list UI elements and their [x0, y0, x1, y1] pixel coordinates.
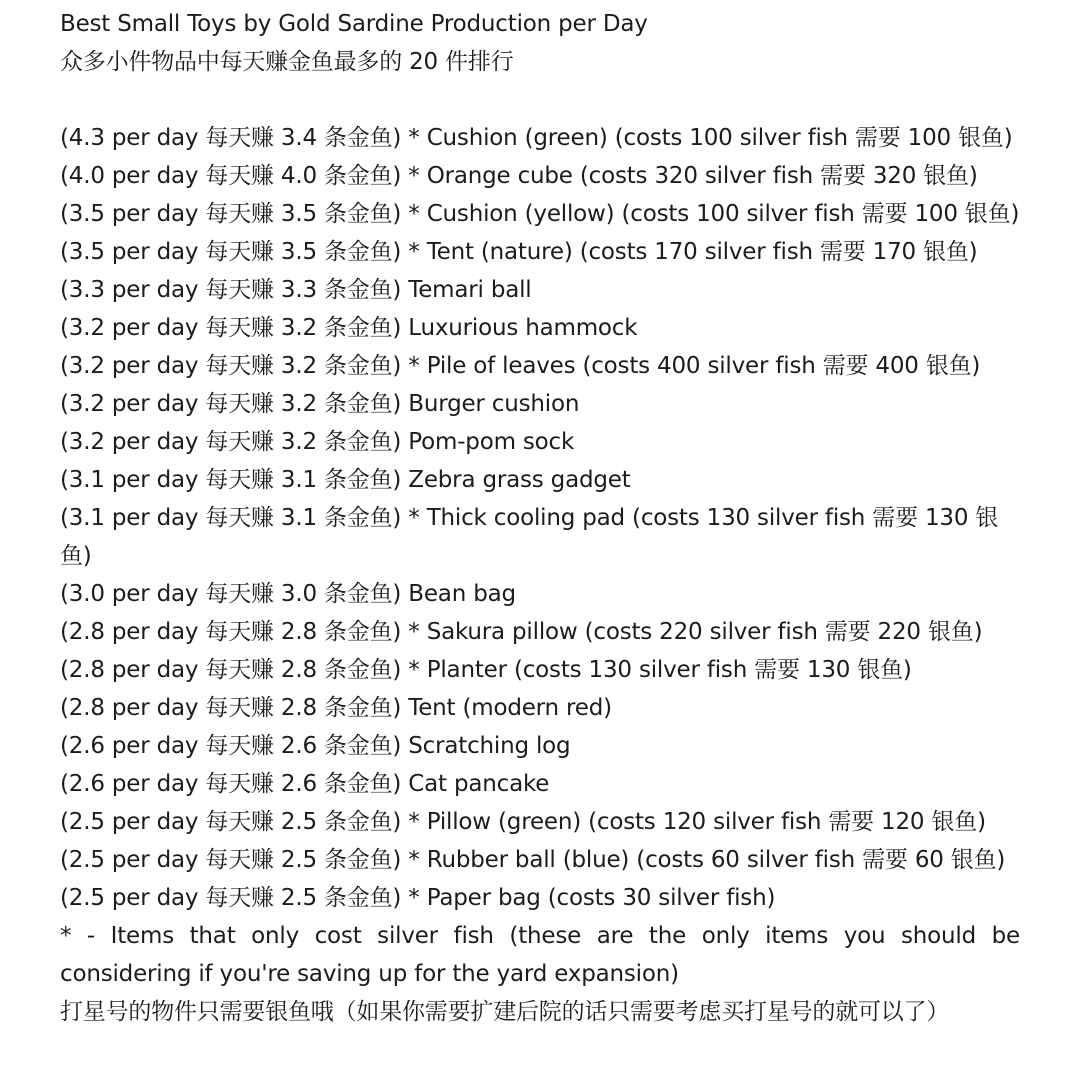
- list-item: (3.2 per day 每天赚 3.2 条金鱼) Pom-pom sock: [60, 429, 575, 455]
- list-item: (2.8 per day 每天赚 2.8 条金鱼) Tent (modern red): [60, 695, 612, 721]
- list-item: (2.6 per day 每天赚 2.6 条金鱼) Scratching log: [60, 733, 571, 759]
- list-item: (3.3 per day 每天赚 3.3 条金鱼) Temari ball: [60, 277, 532, 303]
- list-item: (2.5 per day 每天赚 2.5 条金鱼) * Paper bag (costs 30 silver fish): [60, 885, 776, 911]
- footnote-chinese: 打星号的物件只需要银鱼哦（如果你需要扩建后院的话只需要考虑买打星号的就可以了）: [60, 999, 950, 1025]
- list-item: (4.3 per day 每天赚 3.4 条金鱼) * Cushion (green) (costs 100 silver fish 需要 100 银鱼): [60, 125, 1013, 151]
- list-item: (3.1 per day 每天赚 3.1 条金鱼) * Thick cooling pad (costs 130 silver fish 需要 130 银鱼): [60, 505, 999, 569]
- list-item: (4.0 per day 每天赚 4.0 条金鱼) * Orange cube (costs 320 silver fish 需要 320 银鱼): [60, 163, 978, 189]
- list-item: (3.2 per day 每天赚 3.2 条金鱼) Luxurious hammock: [60, 315, 638, 341]
- list-item: (2.5 per day 每天赚 2.5 条金鱼) * Pillow (green) (costs 120 silver fish 需要 120 银鱼): [60, 809, 986, 835]
- ranking-list: [60, 119, 1020, 917]
- list-item: (3.2 per day 每天赚 3.2 条金鱼) * Pile of leaves (costs 400 silver fish 需要 400 银鱼): [60, 353, 981, 379]
- document: [60, 5, 1020, 1031]
- list-item: (3.5 per day 每天赚 3.5 条金鱼) * Cushion (yellow) (costs 100 silver fish 需要 100 银鱼): [60, 201, 1020, 227]
- list-item: (3.2 per day 每天赚 3.2 条金鱼) Burger cushion: [60, 391, 580, 417]
- title-chinese: 众多小件物品中每天赚金鱼最多的 20 件排行: [60, 49, 514, 75]
- list-item: (3.0 per day 每天赚 3.0 条金鱼) Bean bag: [60, 581, 516, 607]
- list-item: (3.5 per day 每天赚 3.5 条金鱼) * Tent (nature) (costs 170 silver fish 需要 170 银鱼): [60, 239, 978, 265]
- list-item: (2.8 per day 每天赚 2.8 条金鱼) * Planter (costs 130 silver fish 需要 130 银鱼): [60, 657, 912, 683]
- footnote-english: * - Items that only cost silver fish (these are the only items you should be considering if you're saving up for the yard expansion): [60, 923, 1020, 987]
- title-english: Best Small Toys by Gold Sardine Production per Day: [60, 11, 648, 37]
- blank-line: [60, 81, 1020, 119]
- list-item: (3.1 per day 每天赚 3.1 条金鱼) Zebra grass gadget: [60, 467, 631, 493]
- list-item: (2.6 per day 每天赚 2.6 条金鱼) Cat pancake: [60, 771, 550, 797]
- list-item: (2.8 per day 每天赚 2.8 条金鱼) * Sakura pillow (costs 220 silver fish 需要 220 银鱼): [60, 619, 983, 645]
- list-item: (2.5 per day 每天赚 2.5 条金鱼) * Rubber ball (blue) (costs 60 silver fish 需要 60 银鱼): [60, 847, 1006, 873]
